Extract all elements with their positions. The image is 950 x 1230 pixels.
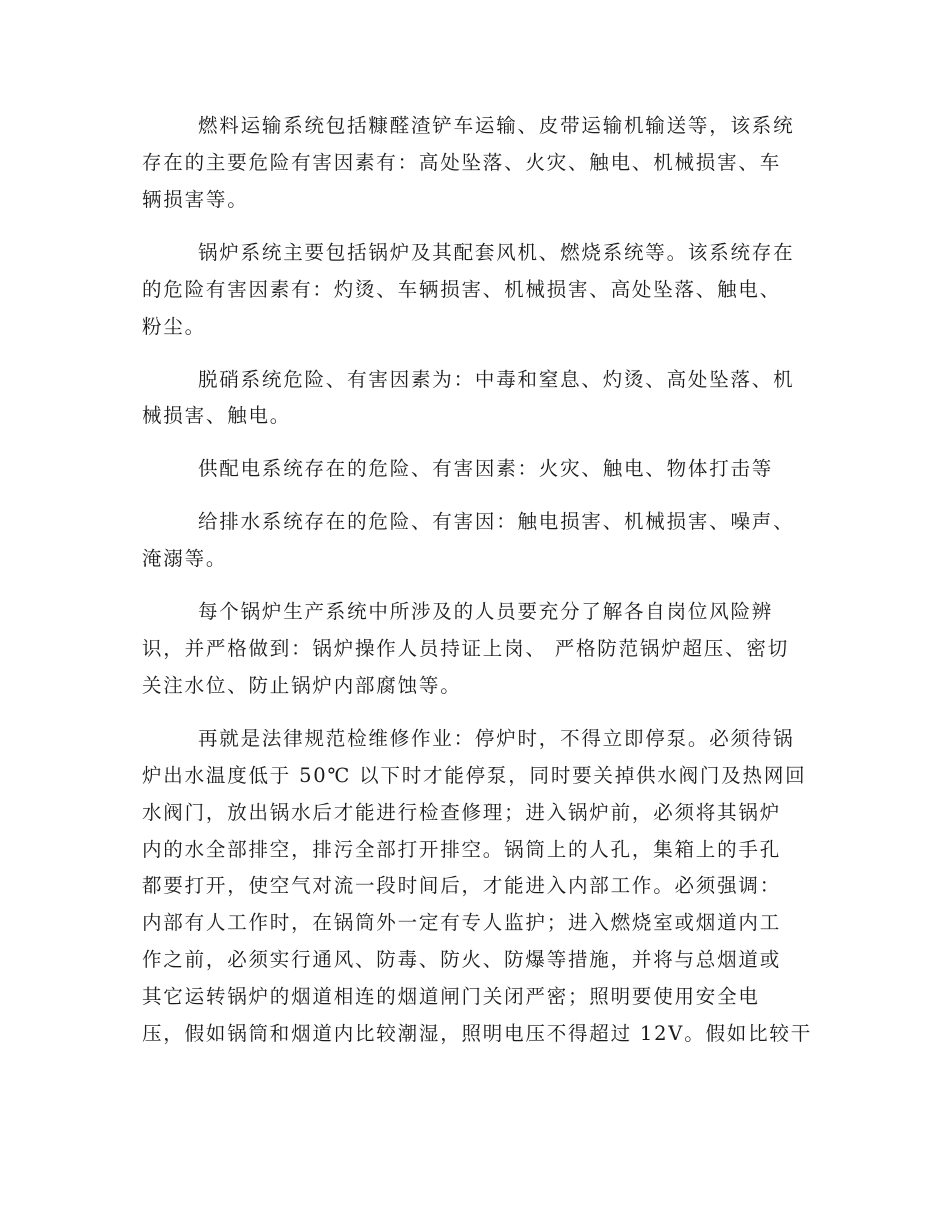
- paragraph-7-line-2: 炉出水温度低于 50℃ 以下时才能停泵，同时要关掉供水阀门及热网回: [142, 764, 807, 787]
- paragraph-6-line-3: 关注水位、防止锅炉内部腐蚀等。: [142, 674, 462, 697]
- paragraph-7-line-6: 内部有人工作时，在锅筒外一定有专人监护；进入燃烧室或烟道内工: [142, 911, 782, 934]
- paragraph-7-line-5: 都要打开，使空气对流一段时间后，才能进入内部工作。必须强调：: [142, 874, 782, 897]
- paragraph-1-line-1: 燃料运输系统包括糠醛渣铲车运输、皮带运输机输送等，该系统: [198, 114, 795, 137]
- paragraph-7-line-4: 内的水全部排空，排污全部打开排空。锅筒上的人孔，集箱上的手孔: [142, 838, 782, 861]
- paragraph-7-line-1: 再就是法律规范检维修作业：停炉时，不得立即停泵。必须待锅: [198, 727, 795, 750]
- paragraph-2-line-3: 粉尘。: [142, 315, 206, 338]
- paragraph-3-line-1: 脱硝系统危险、有害因素为：中毒和窒息、灼烫、高处坠落、机: [198, 368, 795, 391]
- paragraph-4-line-1: 供配电系统存在的危险、有害因素：火灾、触电、物体打击等: [198, 457, 774, 480]
- paragraph-6-line-1: 每个锅炉生产系统中所涉及的人员要充分了解各自岗位风险辨: [198, 600, 774, 623]
- paragraph-1-line-3: 辆损害等。: [142, 188, 249, 211]
- paragraph-7-line-3: 水阀门，放出锅水后才能进行检查修理；进入锅炉前，必须将其锅炉: [142, 801, 782, 824]
- paragraph-2-line-2: 的危险有害因素有：灼烫、车辆损害、机械损害、高处坠落、触电、: [142, 278, 782, 301]
- paragraph-6-line-2: 识，并严格做到：锅炉操作人员持证上岗、 严格防范锅炉超压、密切: [142, 637, 789, 660]
- paragraph-5-line-2: 淹溺等。: [142, 547, 228, 570]
- paragraph-1-line-2: 存在的主要危险有害因素有：高处坠落、火灾、触电、机械损害、车: [142, 151, 782, 174]
- paragraph-3-line-2: 械损害、触电。: [142, 404, 292, 427]
- paragraph-5-line-1: 给排水系统存在的危险、有害因：触电损害、机械损害、噪声、: [198, 510, 795, 533]
- paragraph-7-line-7: 作之前，必须实行通风、防毒、防火、防爆等措施，并将与总烟道或: [142, 948, 782, 971]
- paragraph-7-line-9: 压，假如锅筒和烟道内比较潮湿，照明电压不得超过 12V。假如比较干: [142, 1022, 812, 1045]
- paragraph-7-line-8: 其它运转锅炉的烟道相连的烟道闸门关闭严密；照明要使用安全电: [142, 985, 760, 1008]
- paragraph-2-line-1: 锅炉系统主要包括锅炉及其配套风机、燃烧系统等。该系统存在: [198, 241, 795, 264]
